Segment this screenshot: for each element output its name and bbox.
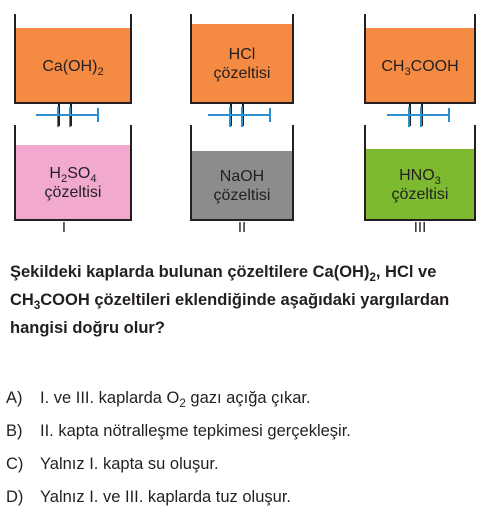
lower-solution-word-3: çözeltisi bbox=[391, 186, 449, 203]
option-text: Yalnız I. kapta su oluşur. bbox=[40, 455, 219, 473]
lower-solution-formula-3: $HNO_3$ bbox=[399, 167, 441, 187]
lower-vessel-1 bbox=[14, 125, 132, 221]
upper-solution-2 bbox=[190, 24, 294, 104]
lower-solution-formula-1: $H_2SO_4$ bbox=[49, 165, 97, 185]
upper-vessel-1 bbox=[14, 14, 132, 104]
option-d[interactable] bbox=[6, 481, 496, 514]
lower-solution-2 bbox=[190, 151, 294, 221]
option-text: I. ve III. kaplarda $O_2$ gazı açığa çıkar. bbox=[40, 389, 311, 411]
option-c[interactable] bbox=[6, 448, 496, 481]
lower-solution-formula-2: NaOH bbox=[219, 168, 265, 185]
option-letter: A) bbox=[6, 389, 23, 407]
option-letter: C) bbox=[6, 455, 24, 473]
option-b[interactable] bbox=[6, 415, 496, 448]
question-text: Şekildeki kaplarda bulunan çözeltilere $Ca(OH)_2$, HCl ve $CH_3COOH$ çözeltileri eklendiğinde aşağıdaki yargılardan hangisi doğru olur? bbox=[10, 263, 450, 337]
lower-solution-3 bbox=[364, 149, 476, 221]
upper-solution-3 bbox=[364, 28, 476, 104]
upper-solution-1 bbox=[14, 28, 132, 104]
upper-vessel-3 bbox=[364, 14, 476, 104]
option-letter: B) bbox=[6, 422, 23, 440]
option-text: II. kapta nötralleşme tepkimesi gerçekleşir. bbox=[40, 422, 351, 440]
upper-solution-word-2: çözeltisi bbox=[213, 65, 271, 82]
apparatus-diagram bbox=[0, 0, 502, 240]
container-label-1: I bbox=[61, 219, 67, 236]
container-label-2: II bbox=[237, 219, 247, 236]
lower-vessel-3 bbox=[364, 125, 476, 221]
upper-solution-label-3: $CH_3COOH$ bbox=[381, 57, 459, 78]
option-a[interactable] bbox=[6, 382, 496, 415]
lower-solution-word-1: çözeltisi bbox=[44, 184, 102, 201]
answer-options bbox=[6, 382, 496, 514]
upper-solution-label-1: $Ca(OH)_2$ bbox=[42, 57, 104, 78]
lower-solution-1 bbox=[14, 145, 132, 221]
container-label-3: III bbox=[413, 219, 427, 236]
upper-vessel-2 bbox=[190, 14, 294, 104]
option-letter: D) bbox=[6, 488, 24, 506]
option-text: Yalnız I. ve III. kaplarda tuz oluşur. bbox=[40, 488, 291, 506]
lower-solution-word-2: çözeltisi bbox=[213, 187, 271, 204]
upper-solution-formula-2: HCl bbox=[228, 46, 256, 63]
lower-vessel-2 bbox=[190, 125, 294, 221]
